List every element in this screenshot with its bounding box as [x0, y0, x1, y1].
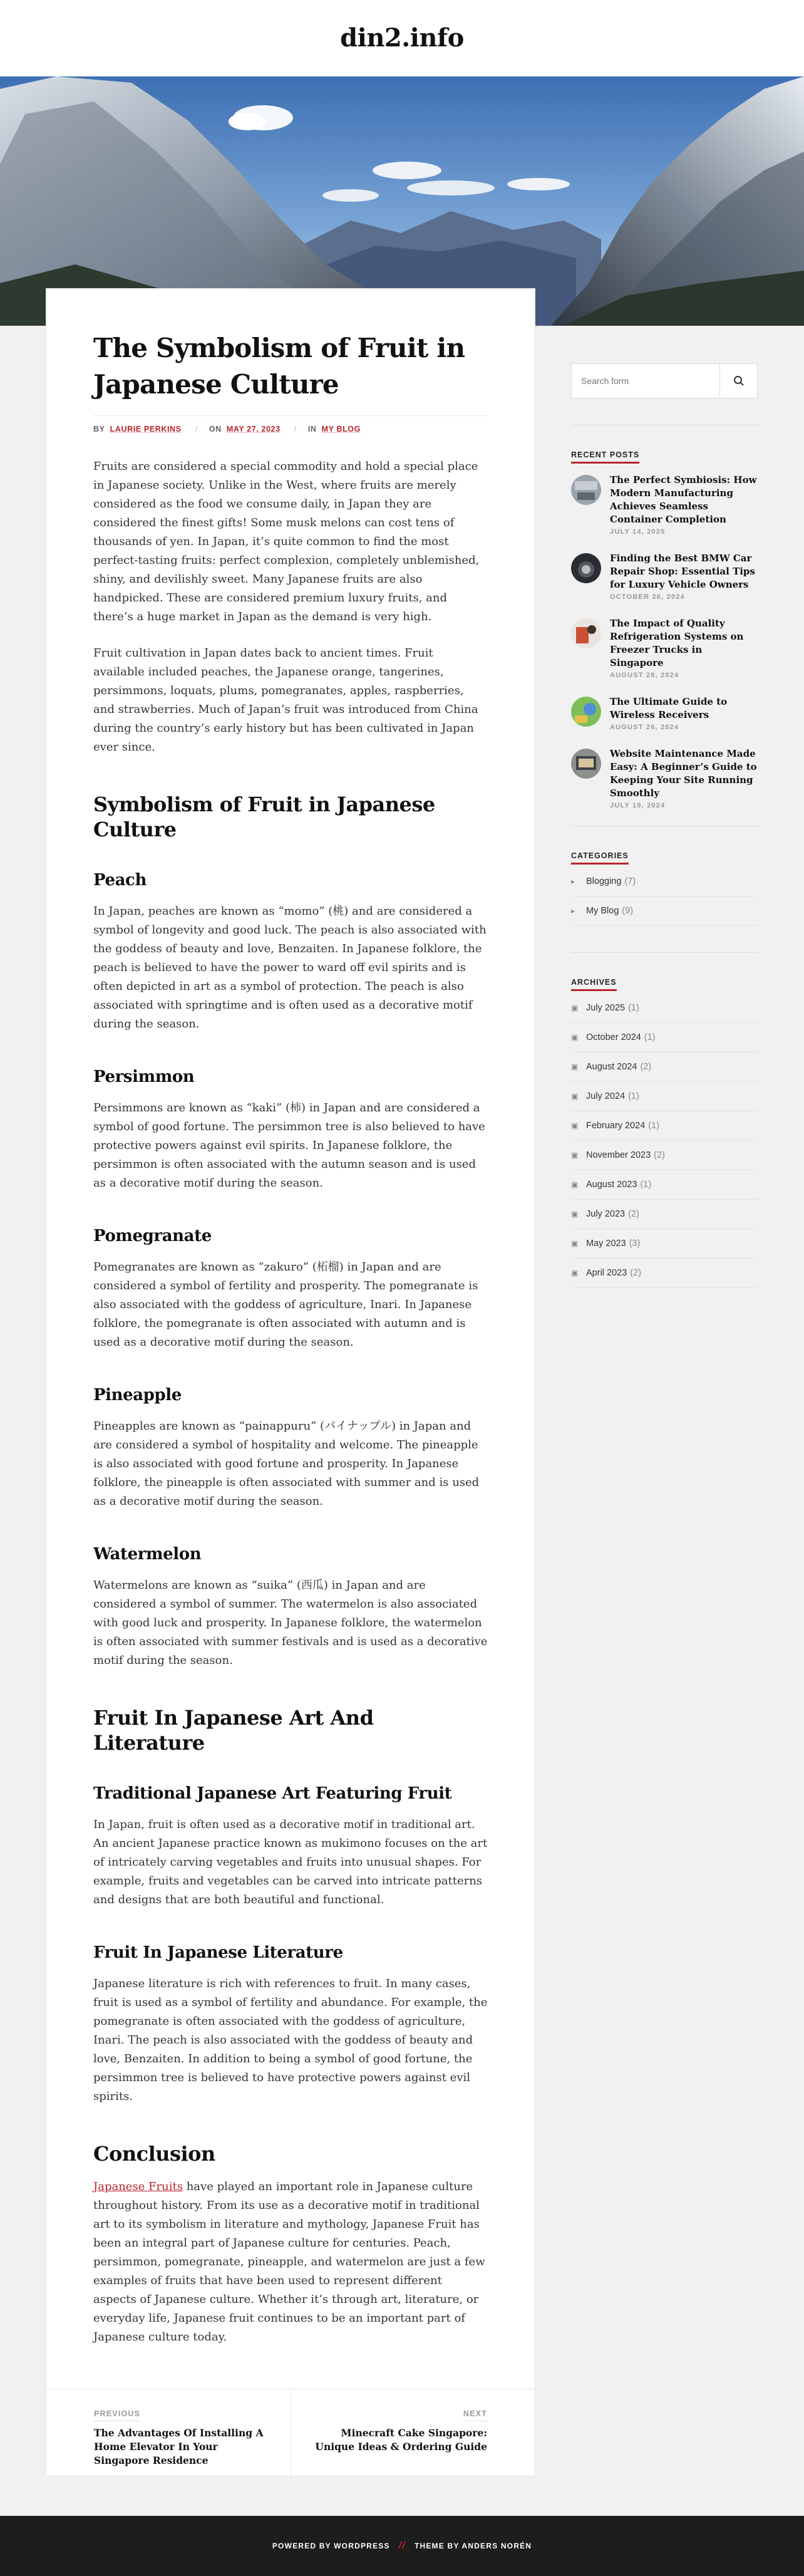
archives-widget — [571, 977, 758, 1288]
calendar-icon: ▣ — [571, 1092, 579, 1101]
archive-item[interactable] — [571, 1170, 758, 1200]
categories-title: CATEGORIES — [571, 851, 629, 865]
recent-post-title[interactable]: Website Maintenance Made Easy: A Beginner’s Guide to Keeping Your Site Running Smoothly — [610, 748, 757, 799]
recent-post-item[interactable] — [571, 617, 758, 679]
subsection-heading: Fruit In Japanese Literature — [93, 1943, 343, 1962]
fruit-heading-pomegranate: Pomegranate — [93, 1227, 212, 1245]
fruit-paragraph: In Japan, peaches are known as “momo” (桃) and are considered a symbol of longevity and good luck. The peach is also associated with the goddess of beauty and love, Benzaiten. In Japanese folklore, the peach is believed to have the power to ward off evil spirits and is often depicted in art as a symbol of protection. The peach is also associated with springtime and is often used as a decorative motif during the season. — [93, 905, 487, 1031]
archive-item[interactable] — [571, 1111, 758, 1141]
category-label[interactable]: Blogging — [586, 876, 622, 886]
category-label[interactable]: My Blog — [586, 906, 619, 916]
search-input[interactable] — [572, 364, 719, 398]
japanese-fruits-link[interactable]: Japanese Fruits — [93, 2180, 183, 2193]
calendar-icon: ▣ — [571, 1121, 579, 1130]
next-post-title[interactable]: Minecraft Cake Singapore: Unique Ideas & Ordering Guide — [315, 2427, 487, 2453]
intro-paragraph: Fruits are considered a special commodity and hold a special place in Japanese society. Unlike in the West, where fruits are merely considered as the food we consume daily, in Japan they are considered the finest gifts! Some musk melons can cost tens of thousands of yen. In Japan, it’s quite common to find the most perfect-tasting fruits: perfect complexion, completely unblemished, shiny, and devilishly sweet. Many Japanese fruits are also handpicked. These are considered premium luxury fruits, and there’s a huge market in Japan as the demand is very high. — [93, 460, 480, 623]
calendar-icon: ▣ — [571, 1180, 579, 1189]
fruit-heading-pineapple: Pineapple — [93, 1386, 182, 1405]
post-content — [93, 457, 488, 2347]
previous-post-link[interactable] — [46, 2389, 291, 2476]
archive-count: (1) — [628, 1091, 639, 1101]
archive-label[interactable]: February 2024 — [586, 1121, 646, 1131]
archive-label[interactable]: May 2023 — [586, 1239, 626, 1249]
meta-by-label: BY — [93, 425, 105, 434]
recent-post-item[interactable] — [571, 695, 758, 731]
recent-post-date: AUGUST 28, 2024 — [610, 672, 679, 679]
archives-title: ARCHIVES — [571, 978, 617, 991]
archive-label[interactable]: August 2023 — [586, 1180, 637, 1190]
recent-post-date: AUGUST 26, 2024 — [610, 724, 679, 731]
calendar-icon: ▣ — [571, 1239, 579, 1248]
archive-count: (1) — [644, 1032, 656, 1042]
post-thumbnail[interactable] — [571, 618, 601, 648]
recent-post-title[interactable]: Finding the Best BMW Car Repair Shop: Essential Tips for Luxury Vehicle Owners — [610, 553, 755, 590]
archive-count: (1) — [640, 1180, 652, 1190]
calendar-icon: ▣ — [571, 1004, 579, 1012]
archive-item[interactable] — [571, 1023, 758, 1052]
recent-post-item[interactable] — [571, 474, 758, 536]
powered-by-link[interactable]: POWERED BY WORDPRESS — [272, 2542, 390, 2550]
calendar-icon: ▣ — [571, 1269, 579, 1277]
archive-label[interactable]: October 2024 — [586, 1032, 641, 1042]
post-thumbnail[interactable] — [571, 697, 601, 727]
recent-post-item[interactable] — [571, 747, 758, 809]
conclusion-heading: Conclusion — [93, 2142, 215, 2166]
archive-label[interactable]: August 2024 — [586, 1062, 637, 1072]
archive-item[interactable] — [571, 1229, 758, 1259]
post-navigation — [46, 2389, 535, 2476]
categories-widget — [571, 850, 758, 926]
category-item[interactable] — [571, 867, 758, 896]
author-link[interactable]: LAURIE PERKINS — [110, 425, 182, 434]
archive-count: (2) — [640, 1062, 652, 1072]
meta-separator: / — [294, 425, 297, 434]
category-count: (9) — [622, 906, 634, 916]
category-link[interactable]: MY BLOG — [321, 425, 361, 434]
calendar-icon: ▣ — [571, 1062, 579, 1071]
previous-post-title[interactable]: The Advantages Of Installing A Home Elevator In Your Singapore Residence — [94, 2427, 264, 2466]
recent-post-title[interactable]: The Ultimate Guide to Wireless Receivers — [610, 696, 728, 720]
fruit-heading-watermelon: Watermelon — [93, 1545, 202, 1564]
search-icon — [733, 375, 745, 387]
intro-paragraph: Fruit cultivation in Japan dates back to ancient times. Fruit available included peaches, the Japanese orange, tangerines, persimmons, loquats, plums, pomegranates, apples, raspberries, and strawberries. Much of Japan’s fruit was introduced from China during the country’s early history but has been cultivated in Japan ever since. — [93, 647, 478, 754]
next-post-link[interactable] — [291, 2389, 535, 2476]
archive-label[interactable]: July 2025 — [586, 1003, 626, 1013]
archive-count: (2) — [654, 1150, 665, 1160]
meta-on-label: ON — [209, 425, 222, 434]
subsection-paragraph: Japanese literature is rich with references to fruit. In many cases, fruit is used as a symbol of fertility and abundance. For example, the pomegranate is often associated with the goddess of agriculture, Inari. The peach is also associated with the goddess of beauty and love, Benzaiten. In addition to being a symbol of good fortune, the persimmon tree is believed to have protective powers against evil spirits. — [93, 1977, 488, 2103]
archive-count: (2) — [628, 1209, 639, 1219]
subsection-heading: Traditional Japanese Art Featuring Fruit — [93, 1784, 452, 1803]
section-heading: Fruit In Japanese Art And Literature — [93, 1706, 374, 1755]
category-count: (7) — [624, 876, 636, 886]
meta-separator: / — [195, 425, 198, 434]
archive-label[interactable]: July 2024 — [586, 1091, 626, 1101]
fruit-paragraph: Watermelons are known as “suika” (西瓜) in Japan and are considered a symbol of summer. The watermelon is also associated with good luck and prosperity. In Japanese folklore, the watermelon is often associated with summer festivals and is used as a decorative motif during the season. — [93, 1579, 488, 1667]
recent-post-date: OCTOBER 26, 2024 — [610, 593, 685, 601]
sidebar — [571, 363, 758, 1288]
site-footer — [0, 2516, 804, 2576]
fruit-heading-persimmon: Persimmon — [93, 1067, 195, 1086]
recent-posts-title: RECENT POSTS — [571, 450, 639, 464]
fruit-paragraph: Pomegranates are known as “zakuro” (柘榴) in Japan and are considered a symbol of fertility and prosperity. The pomegranate is also associated with the goddess of agriculture, Inari. In Japanese folklore, the pomegranate is often associated with autumn and is used as a decorative motif during the season. — [93, 1260, 478, 1349]
previous-label: PREVIOUS — [94, 2409, 140, 2421]
archive-label[interactable]: July 2023 — [586, 1209, 626, 1219]
recent-post-item[interactable] — [571, 552, 758, 601]
folder-icon: ▸ — [571, 906, 575, 915]
theme-credit-link[interactable]: THEME BY ANDERS NORÉN — [414, 2542, 532, 2550]
folder-icon: ▸ — [571, 877, 575, 886]
meta-in-label: IN — [307, 425, 317, 434]
post-meta — [93, 415, 488, 434]
search-form — [571, 363, 758, 398]
calendar-icon: ▣ — [571, 1033, 579, 1042]
archive-count: (2) — [630, 1268, 642, 1278]
site-header — [0, 0, 804, 76]
category-item[interactable] — [571, 896, 758, 926]
recent-post-title[interactable]: The Perfect Symbiosis: How Modern Manufacturing Achieves Seamless Container Completion — [610, 474, 757, 525]
archive-item[interactable] — [571, 1141, 758, 1170]
fruit-heading-peach: Peach — [93, 871, 147, 890]
fruit-paragraph: Persimmons are known as “kaki” (柿) in Japan and are considered a symbol of good fortune. The persimmon tree is also believed to have protective powers against evil spirits. In Japanese folklore, the persimmon is often associated with the autumn season and is used as a decorative motif during the season. — [93, 1101, 485, 1190]
post-thumbnail[interactable] — [571, 475, 601, 505]
calendar-icon: ▣ — [571, 1151, 579, 1160]
widget-divider — [571, 952, 758, 953]
next-label: NEXT — [463, 2409, 487, 2421]
archive-count: (1) — [648, 1121, 660, 1131]
section-heading: Symbolism of Fruit in Japanese Culture — [93, 792, 435, 841]
footer-separator: // — [398, 2540, 406, 2551]
conclusion-text: have played an important role in Japanese culture throughout history. From its use as a decorative motif in traditional art to its symbolism in literature and mythology, Japanese Fruit has been an integral part of Japanese culture for centuries. Peach, persimmon, pomegranate, pineapple, and watermelon are just a few examples of fruits that have been used to represent different aspects of Japanese culture. Whether it’s through art, literature, or everyday life, Japanese fruit continues to be an important part of Japanese culture today. — [93, 2180, 485, 2344]
archive-item[interactable] — [571, 1052, 758, 1082]
recent-post-date: JULY 14, 2025 — [610, 528, 666, 536]
recent-posts-widget — [571, 449, 758, 809]
recent-post-title[interactable]: The Impact of Quality Refrigeration Systems on Freezer Trucks in Singapore — [610, 618, 744, 668]
post-article — [46, 288, 535, 2476]
archive-count: (1) — [628, 1003, 639, 1013]
archive-count: (3) — [629, 1239, 641, 1249]
archive-item[interactable] — [571, 994, 758, 1023]
calendar-icon: ▣ — [571, 1210, 579, 1218]
subsection-paragraph: In Japan, fruit is often used as a decorative motif in traditional art. An ancient Japanese practice known as mukimono focuses on the art of intricately carving vegetables and fruits into unusual shapes. For example, fruits and vegetables can be carved into intricate patterns and designs that are both beautiful and functional. — [93, 1818, 488, 1906]
site-title[interactable]: din2.info — [340, 23, 464, 53]
archive-label[interactable]: November 2023 — [586, 1150, 651, 1160]
date-link[interactable]: MAY 27, 2023 — [226, 425, 281, 434]
archive-label[interactable]: April 2023 — [586, 1268, 627, 1278]
archive-item[interactable] — [571, 1082, 758, 1111]
conclusion-paragraph — [93, 2178, 488, 2347]
fruit-paragraph: Pineapples are known as “painappuru” (パイナップル) in Japan and are considered a symbol of hospitality and welcome. The pineapple is also associated with good fortune and prosperity. In Japanese folklore, the pineapple is often associated with summer and is used as a decorative motif during the season. — [93, 1420, 480, 1508]
post-thumbnail[interactable] — [571, 553, 601, 583]
post-thumbnail[interactable] — [571, 749, 601, 779]
search-button[interactable] — [719, 364, 757, 398]
archive-item[interactable] — [571, 1259, 758, 1288]
recent-post-date: JULY 19, 2024 — [610, 802, 666, 809]
post-title: The Symbolism of Fruit in Japanese Culture — [93, 333, 465, 400]
archive-item[interactable] — [571, 1200, 758, 1229]
